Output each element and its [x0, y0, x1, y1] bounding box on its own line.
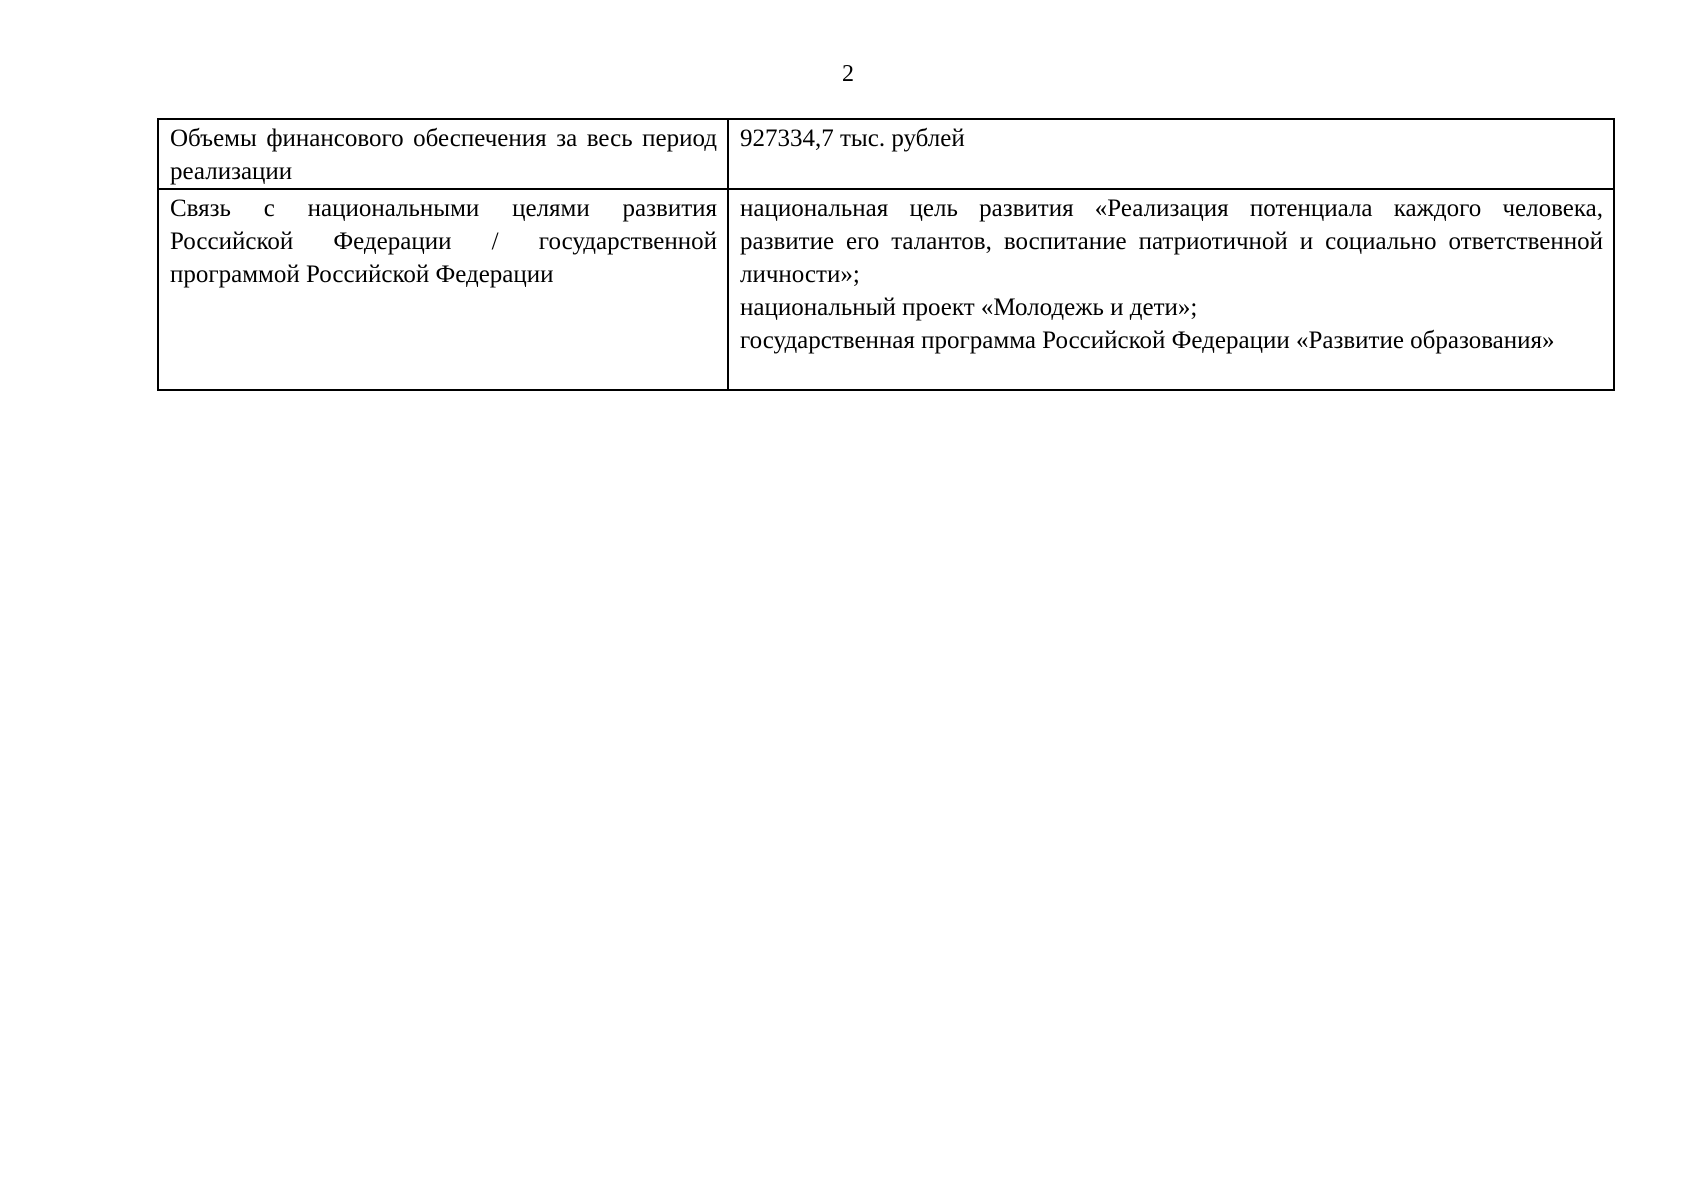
- financing-value: 927334,7 тыс. рублей: [740, 125, 965, 152]
- financing-value-cell: [728, 119, 1614, 189]
- financing-label-cell: Объемы финансового обеспечения за весь период реализации: [158, 119, 728, 189]
- table-row-financing: [158, 119, 1614, 189]
- national-project-text: национальный проект «Молодежь и дети»;: [740, 294, 1198, 321]
- state-program-text: государственная программа Российской Федерации «Развитие образования»: [740, 327, 1555, 354]
- passport-table: [157, 118, 1615, 391]
- page-number: 2: [842, 61, 854, 87]
- national-goals-value-cell: [728, 189, 1614, 390]
- national-goals-label-cell: Связь с национальными целями развития Российской Федерации / государственной программой Российской Федерации: [158, 189, 728, 390]
- national-goal-text: национальная цель развития «Реализация потенциала каждого человека, развитие его талантов, воспитание патриотичной и социально ответственной личности»;: [740, 195, 1603, 288]
- table-row-national-goals: [158, 189, 1614, 390]
